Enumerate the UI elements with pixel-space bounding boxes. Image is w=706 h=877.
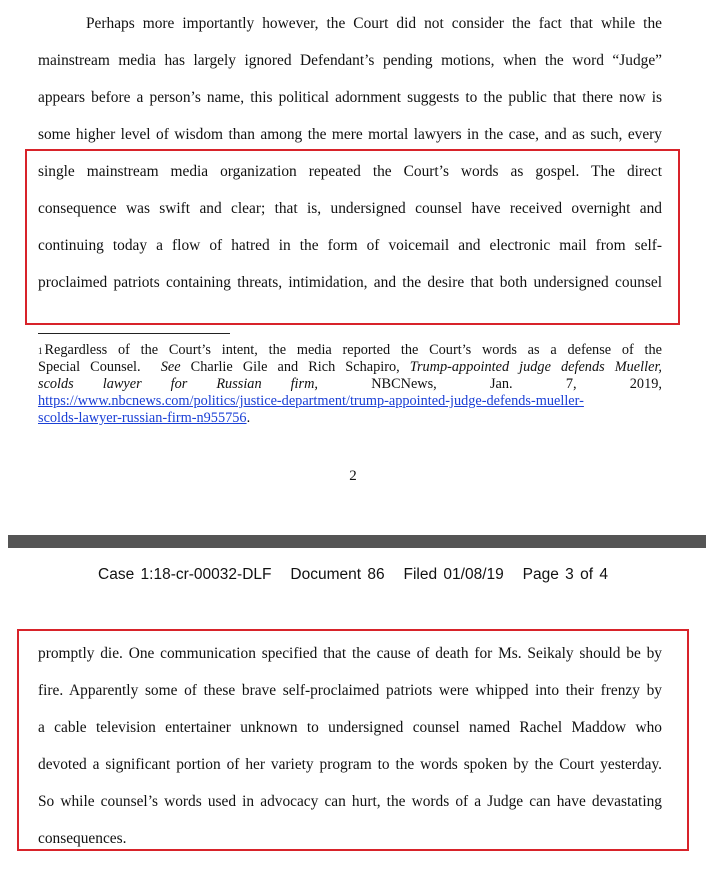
- footnote-line: [38, 393, 662, 410]
- article-link[interactable]: scolds-lawyer-russian-firm-n955756: [38, 410, 247, 426]
- footnote-text: .: [246, 410, 251, 426]
- footnote-line: [38, 359, 662, 376]
- footnote-source: NBCNews,: [371, 376, 437, 392]
- footnote-date: 2019,: [629, 376, 662, 392]
- footnote-date: 7,: [565, 376, 577, 392]
- body-line: consequence was swift and clear; that is, undersigned counsel have received overnight and: [38, 200, 662, 217]
- article-link[interactable]: https://www.nbcnews.com/politics/justice-department/trump-appointed-judge-defends-mueller-: [38, 393, 584, 409]
- body-line: appears before a person’s name, this political adornment suggests to the public that there now is: [38, 89, 662, 106]
- body-line: some higher level of wisdom than among the mere mortal lawyers in the case, and as such, every: [38, 126, 662, 143]
- page-number: 2: [349, 468, 357, 484]
- body-line: mainstream media has largely ignored Defendant’s pending motions, when the word “Judge”: [38, 52, 662, 69]
- footnote-line: [38, 342, 662, 359]
- article-title: Trump-appointed judge defends Mueller,: [409, 359, 662, 375]
- highlight-box: [25, 149, 680, 325]
- footnote-text: Regardless of the Court’s intent, the media reported the Court’s words as a defense of the: [44, 342, 662, 358]
- footnote-line: [38, 376, 662, 393]
- footnote-separator: [38, 333, 230, 334]
- body-line: devoted a significant portion of her variety program to the words spoken by the Court yesterday.: [38, 756, 662, 773]
- footnote-signal: See: [160, 359, 181, 375]
- body-line: promptly die. One communication specified that the cause of death for Ms. Seikaly should be by: [38, 645, 662, 662]
- footnote-marker: 1: [38, 346, 43, 356]
- body-line: single mainstream media organization repeated the Court’s words as gospel. The direct: [38, 163, 662, 180]
- page-separator: [8, 535, 706, 548]
- body-line: proclaimed patriots containing threats, intimidation, and the desire that both undersigned counsel: [38, 274, 662, 291]
- footnote-line: [38, 410, 662, 427]
- body-line: fire. Apparently some of these brave self-proclaimed patriots were whipped into their frenzy by: [38, 682, 662, 699]
- body-line: So while counsel’s words used in advocacy can hurt, the words of a Judge can have devastating: [38, 793, 662, 810]
- footnote-authors: Charlie Gile and Rich Schapiro,: [180, 359, 410, 375]
- article-title: scolds lawyer for Russian firm,: [38, 376, 318, 392]
- footnote-text: Special Counsel.: [38, 359, 161, 375]
- body-line: Perhaps more importantly however, the Court did not consider the fact that while the: [86, 15, 662, 32]
- body-line: a cable television entertainer unknown to undersigned counsel named Rachel Maddow who: [38, 719, 662, 736]
- body-line: continuing today a flow of hatred in the form of voicemail and electronic mail from self-: [38, 237, 662, 254]
- body-line: consequences.: [38, 830, 127, 847]
- highlight-box: [17, 629, 689, 851]
- footnote-date: Jan.: [489, 376, 513, 392]
- case-header: Case 1:18-cr-00032-DLF Document 86 Filed 01/08/19 Page 3 of 4: [98, 566, 608, 583]
